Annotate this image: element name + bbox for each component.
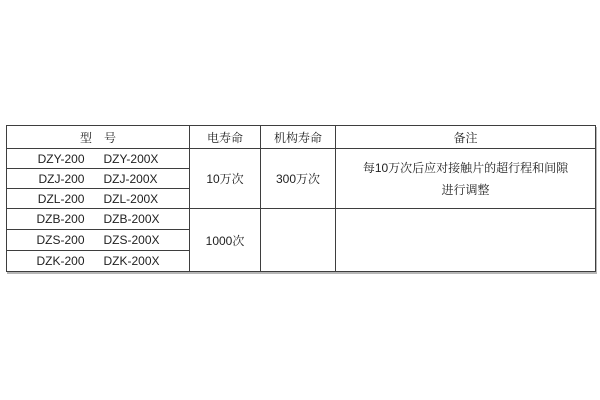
mechanism-life-bottom-cell xyxy=(261,209,336,272)
model-name-x: DZK-200X xyxy=(103,254,160,268)
header-model: 型 号 xyxy=(7,126,190,149)
header-row xyxy=(7,126,596,149)
model-pair xyxy=(7,212,189,226)
model-name: DZS-200 xyxy=(36,233,85,247)
header-mechanism-life: 机构寿命 xyxy=(261,126,336,149)
header-electrical-life: 电寿命 xyxy=(190,126,261,149)
model-name-x: DZJ-200X xyxy=(103,171,158,186)
electrical-life-bottom-cell: 1000次 xyxy=(190,209,261,272)
remarks-bottom-cell xyxy=(336,209,596,272)
model-name: DZB-200 xyxy=(36,212,85,226)
model-cell-dzb xyxy=(7,209,190,230)
model-cell-dzj xyxy=(7,169,190,189)
model-cell-dzk xyxy=(7,251,190,272)
model-name-x: DZL-200X xyxy=(103,191,159,206)
table-row-dzy xyxy=(7,149,596,169)
spec-table xyxy=(6,125,596,272)
model-pair xyxy=(7,172,189,186)
model-pair xyxy=(7,192,189,206)
model-name: DZK-200 xyxy=(36,254,85,268)
remarks-line-2: 进行调整 xyxy=(441,182,490,197)
model-cell-dzy xyxy=(7,149,190,169)
electrical-life-top-cell: 10万次 xyxy=(190,149,261,209)
remarks-line-1: 每10万次后应对接触片的超行程和间隙 xyxy=(362,160,569,175)
model-name-x: DZS-200X xyxy=(103,233,160,247)
model-name: DZY-200 xyxy=(37,151,85,166)
remarks-top-cell xyxy=(336,149,596,209)
model-pair xyxy=(7,152,189,166)
table-row-dzb xyxy=(7,209,596,230)
model-name: DZJ-200 xyxy=(38,171,85,186)
model-pair xyxy=(7,254,189,268)
model-cell-dzs xyxy=(7,230,190,251)
model-name: DZL-200 xyxy=(37,191,85,206)
model-name-x: DZB-200X xyxy=(103,212,160,226)
model-cell-dzl xyxy=(7,189,190,209)
mechanism-life-top-cell: 300万次 xyxy=(261,149,336,209)
model-name-x: DZY-200X xyxy=(103,151,159,166)
model-pair xyxy=(7,233,189,247)
header-remarks: 备注 xyxy=(336,126,596,149)
